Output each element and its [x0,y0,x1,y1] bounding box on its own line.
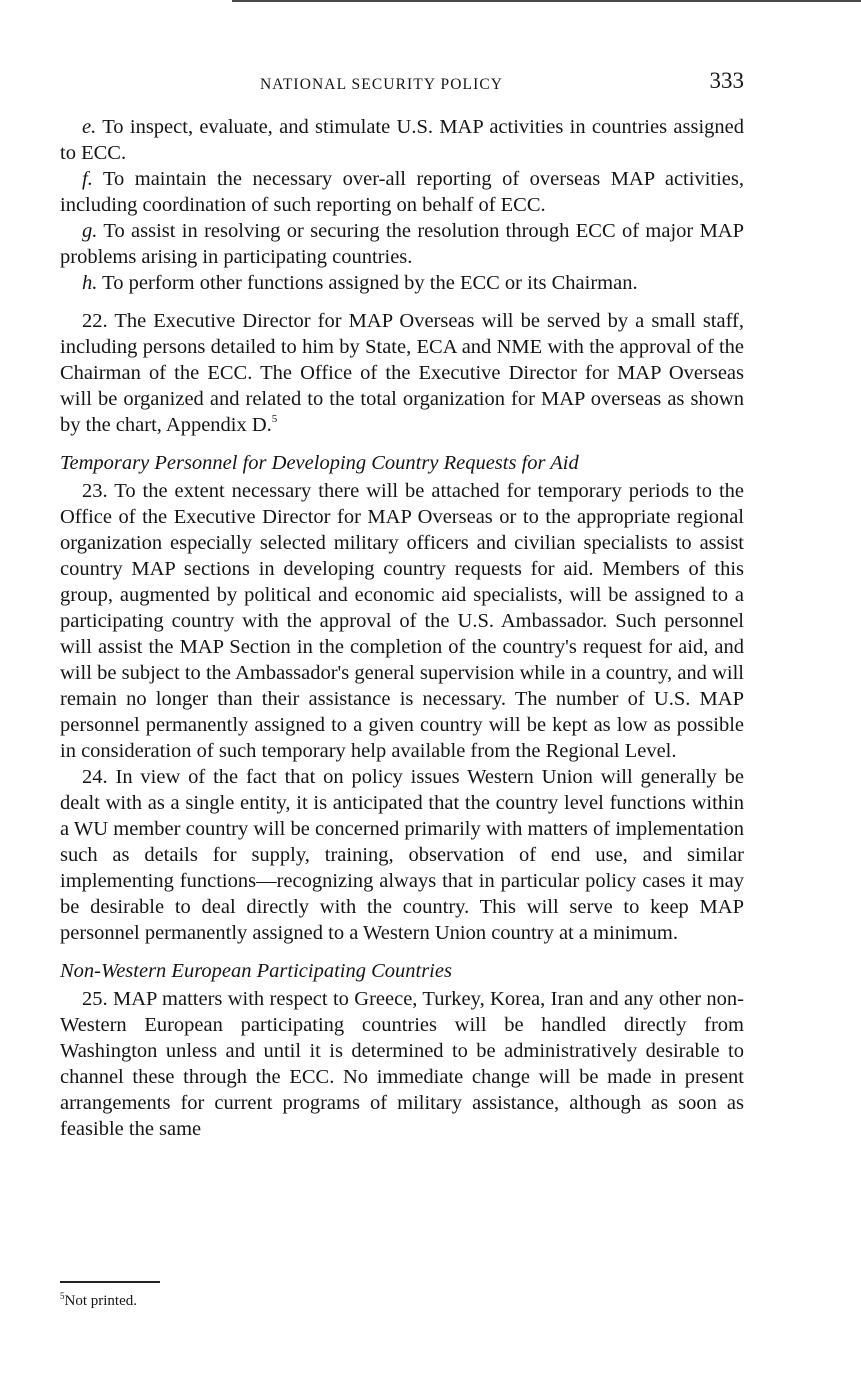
item-letter: g. [82,220,98,242]
footnote-rule [60,1281,160,1283]
item-f [60,166,744,218]
item-text: To inspect, evaluate, and stimulate U.S. MAP activities in countries assigned to ECC. [60,116,744,164]
item-letter: h. [82,272,98,294]
paragraph-22 [60,308,744,438]
item-text: To maintain the necessary over-all reporting of overseas MAP activities, including coordination of such reporting on behalf of ECC. [60,168,744,216]
paragraph-24: 24. In view of the fact that on policy issues Western Union will generally be dealt with as a single entity, it is anticipated that the country level functions within a WU member country will be concerned primarily with matters of implementation such as details for supply, training, observation of end use, and similar implementing functions—recognizing always that in particular policy cases it may be desirable to deal directly with the country. This will serve to keep MAP personnel permanently assigned to a Western Union country at a minimum. [60,766,744,944]
item-text: To assist in resolving or securing the resolution through ECC of major MAP problems arising in participating countries. [60,220,745,268]
item-h [60,270,744,296]
footnote-marker: 5 [60,1291,65,1301]
section-heading-non-western: Non-Western European Participating Countries [60,960,452,982]
item-g [60,218,744,270]
paragraph-22-text: 22. The Executive Director for MAP Overseas will be served by a small staff, including persons detailed to him by State, ECA and NME with the approval of the Chairman of the ECC. The Office of the Executive Director for MAP Overseas will be organized and related to the total organization for MAP overseas as shown by the chart, Appendix D. [60,310,744,436]
top-rule [232,0,861,2]
item-e [60,114,744,166]
item-letter: f. [82,168,93,190]
footnote [60,1293,137,1310]
item-text: To perform other functions assigned by the ECC or its Chairman. [102,272,638,294]
item-letter: e. [82,116,97,138]
footnote-ref: 5 [271,413,278,425]
footnote-text: Not printed. [64,1293,137,1309]
page-number: 333 [709,68,744,93]
paragraph-23: 23. To the extent necessary there will be attached for temporary periods to the Office of the Executive Director for MAP Overseas or to the appropriate regional organization especially selected military officers and civilian specialists to assist country MAP sections in developing country requests for aid. Members of this group, augmented by political and economic aid specialists, will be assigned to a participating country with the approval of the U.S. Ambassador. Such personnel will assist the MAP Section in the completion of the country's request for aid, and will be subject to the Ambassador's general supervision while in a country, and will remain no longer than their assistance is necessary. The number of U.S. MAP personnel permanently assigned to a given country will be kept as low as possible in consideration of such temporary help available from the Regional Level. [60,480,744,762]
page-body [60,114,744,1142]
running-head: NATIONAL SECURITY POLICY [260,76,504,93]
paragraph-25: 25. MAP matters with respect to Greece, Turkey, Korea, Iran and any other non-Western European participating countries will be handled directly from Washington unless and until it is determined to be administratively desirable to channel these through the ECC. No immediate change will be made in present arrangements for current programs of military assistance, although as soon as feasible the same [60,988,744,1140]
section-heading-temporary-personnel: Temporary Personnel for Developing Country Requests for Aid [60,452,579,474]
page-header [60,68,744,100]
